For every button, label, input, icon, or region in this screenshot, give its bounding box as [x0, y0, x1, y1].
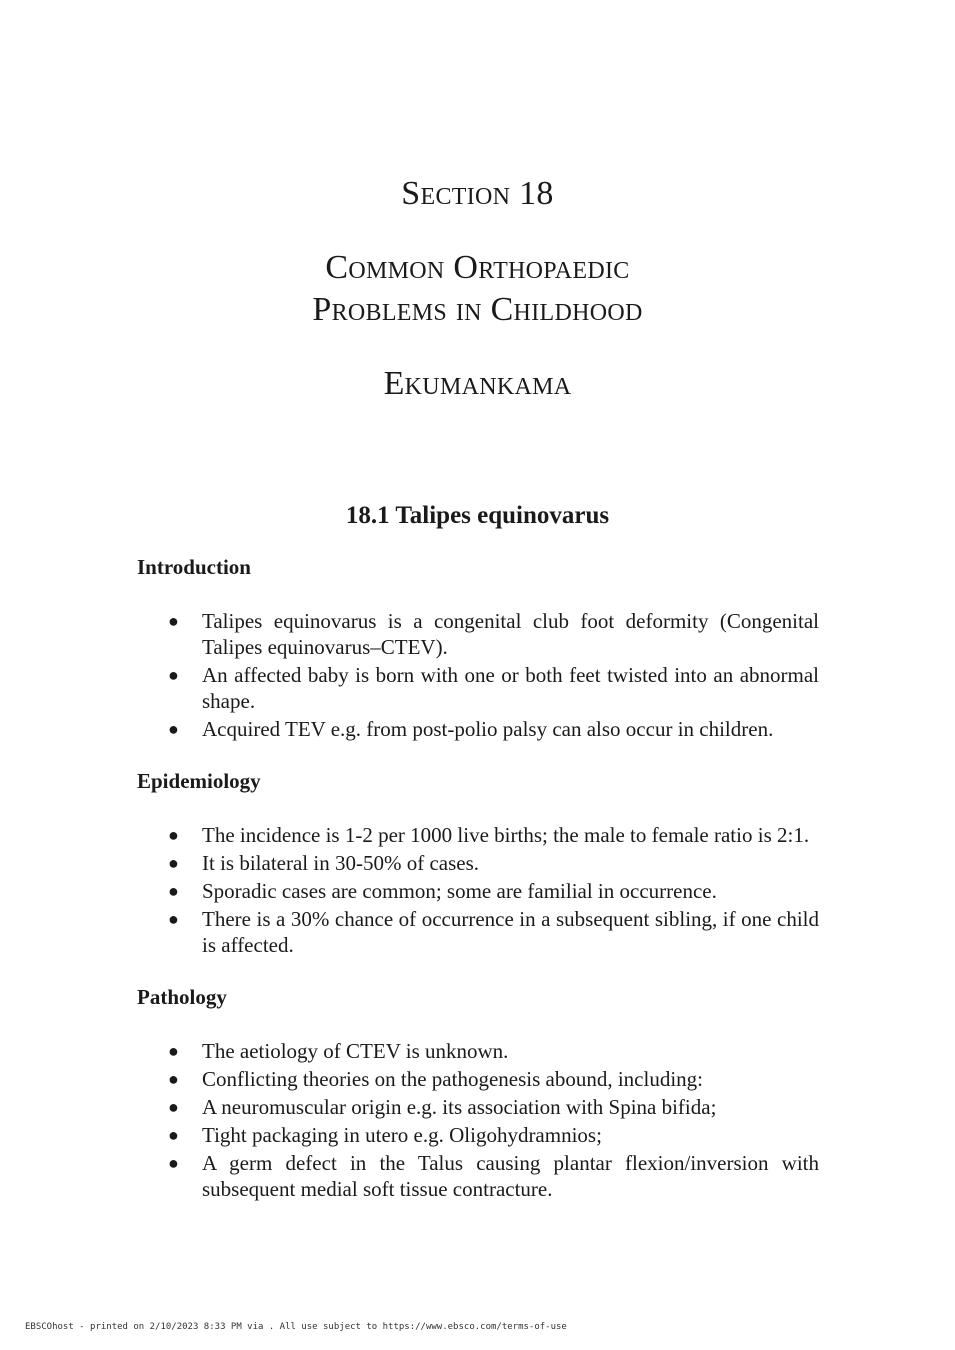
bullet-icon: ●	[168, 719, 179, 739]
section-author: Ekumankama	[383, 365, 572, 402]
subsection-title: 18.1 Talipes equinovarus	[345, 502, 610, 529]
list-item-text: An affected baby is born with one or both feet twisted into an abnormal shape.	[202, 663, 819, 713]
list-item	[168, 1066, 819, 1092]
bullet-icon: ●	[168, 1153, 179, 1173]
list-item	[168, 1094, 819, 1120]
bullet-icon: ●	[168, 881, 179, 901]
block-epidemiology	[137, 768, 819, 958]
bullet-icon: ●	[168, 1097, 179, 1117]
bullet-list-pathology	[137, 1038, 819, 1202]
list-item-text: Tight packaging in utero e.g. Oligohydramnios;	[202, 1123, 602, 1147]
bullet-icon: ●	[168, 1069, 179, 1089]
bullet-icon: ●	[168, 825, 179, 845]
bullet-icon: ●	[168, 1041, 179, 1061]
list-item	[168, 906, 819, 958]
list-item	[168, 1122, 819, 1148]
list-item-text: There is a 30% chance of occurrence in a subsequent sibling, if one child is affected.	[202, 907, 819, 957]
bullet-icon: ●	[168, 909, 179, 929]
heading-pathology: Pathology	[137, 985, 227, 1009]
list-item	[168, 716, 819, 742]
list-item-text: The incidence is 1-2 per 1000 live births; the male to female ratio is 2:1.	[202, 823, 810, 847]
list-item-text: A germ defect in the Talus causing plantar flexion/inversion with subsequent medial soft tissue contracture.	[202, 1151, 819, 1201]
section-title-line-2: Problems in Childhood	[312, 291, 643, 328]
list-item	[168, 822, 819, 848]
list-item-text: Sporadic cases are common; some are familial in occurrence.	[202, 879, 717, 903]
bullet-icon: ●	[168, 853, 179, 873]
section-number-heading: Section 18	[401, 175, 554, 212]
block-introduction	[137, 554, 819, 742]
list-item	[168, 662, 819, 714]
print-footer: EBSCOhost - printed on 2/10/2023 8:33 PM via . All use subject to https://www.ebsco.com/terms-of-use	[25, 1322, 567, 1332]
bullet-icon: ●	[168, 665, 179, 685]
list-item-text: Acquired TEV e.g. from post-polio palsy can also occur in children.	[202, 717, 774, 741]
list-item	[168, 850, 819, 876]
list-item	[168, 1038, 819, 1064]
body-content	[137, 554, 819, 1228]
bullet-list-introduction	[137, 608, 819, 742]
list-item	[168, 878, 819, 904]
list-item-text: A neuromuscular origin e.g. its association with Spina bifida;	[202, 1095, 717, 1119]
list-item-text: It is bilateral in 30-50% of cases.	[202, 851, 479, 875]
block-pathology	[137, 984, 819, 1202]
list-item-text: Conflicting theories on the pathogenesis abound, including:	[202, 1067, 703, 1091]
heading-introduction: Introduction	[137, 555, 251, 579]
list-item	[168, 608, 819, 660]
list-item-text: The aetiology of CTEV is unknown.	[202, 1039, 509, 1063]
bullet-icon: ●	[168, 1125, 179, 1145]
list-item	[168, 1150, 819, 1202]
section-title-line-1: Common Orthopaedic	[325, 249, 630, 286]
list-item-text: Talipes equinovarus is a congenital club foot deformity (Congenital Talipes equinovarus–CTEV).	[202, 609, 819, 659]
heading-epidemiology: Epidemiology	[137, 769, 261, 793]
bullet-icon: ●	[168, 611, 179, 631]
bullet-list-epidemiology	[137, 822, 819, 958]
